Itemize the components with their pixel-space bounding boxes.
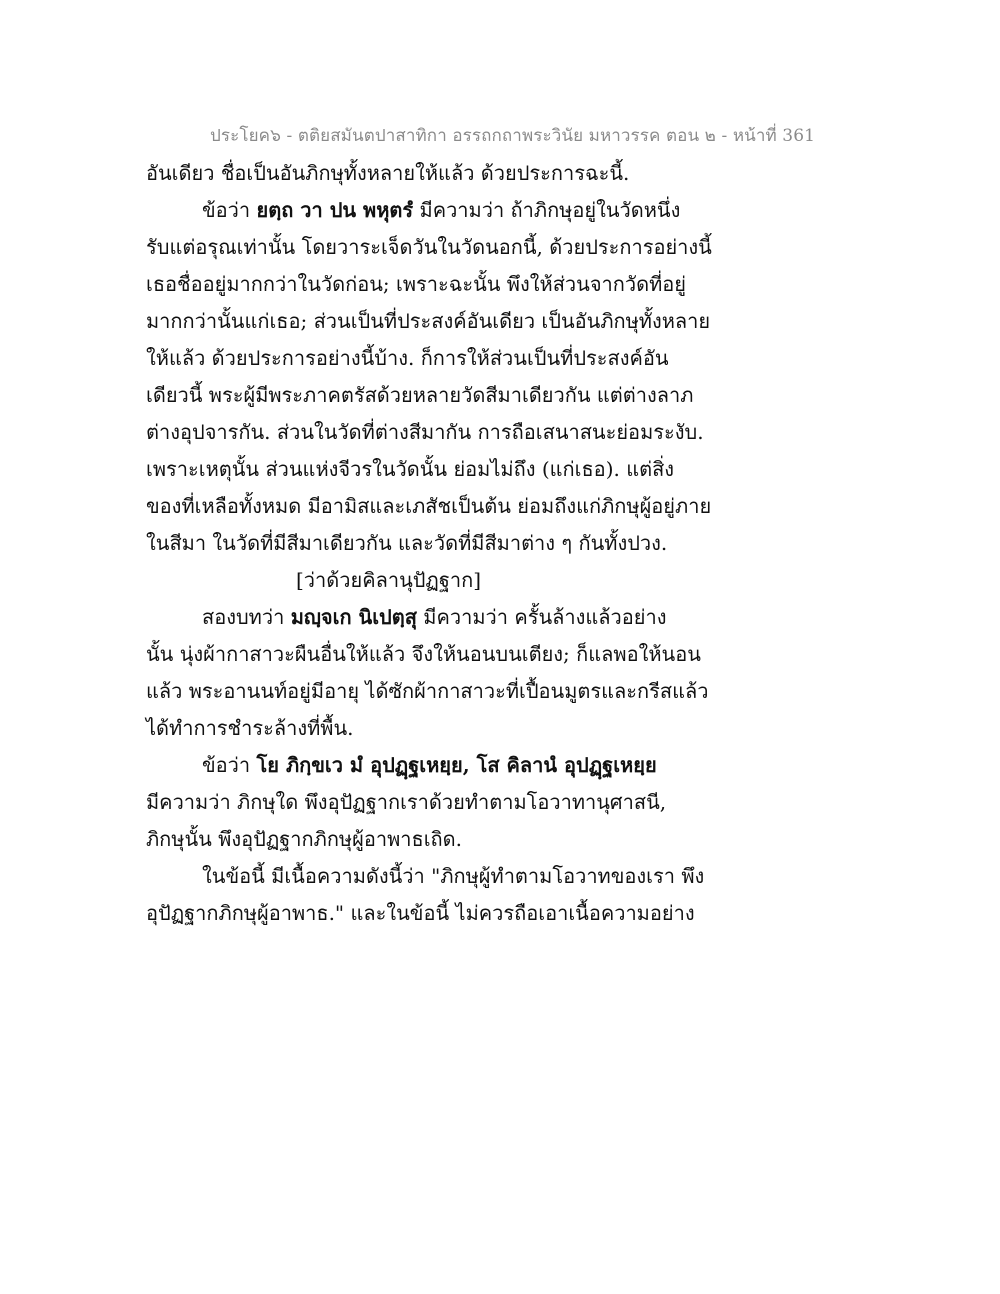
text-line: ภิกษุนั้น พึงอุปัฏฐากภิกษุผู้อาพาธเถิด. (146, 827, 462, 851)
section-heading: [ว่าด้วยคิลานุปัฏฐาก] (296, 568, 482, 592)
paragraph-start-line (146, 599, 706, 636)
text-line: ต่างอุปจารกัน. ส่วนในวัดที่ต่างสีมากัน การถือเสนาสนะย่อมระงับ. (146, 420, 704, 444)
body-text (146, 155, 712, 932)
text-line: ให้แล้ว ด้วยประการอย่างนี้บ้าง. ก็การให้ส่วนเป็นที่ประสงค์อัน (146, 346, 669, 370)
term-explanation: มีความว่า ครั้นล้างแล้วอย่าง (416, 605, 667, 629)
text-line: ของที่เหลือทั้งหมด มีอามิสและเภสัชเป็นต้น ย่อมถึงแก่ภิกษุผู้อยู่ภาย (146, 494, 712, 518)
paragraph-start-line (146, 747, 706, 784)
text-line: รับแต่อรุณเท่านั้น โดยวาระเจ็ดวันในวัดนอกนี้, ด้วยประการอย่างนี้ (146, 235, 712, 259)
pali-term: ยตฺถ วา ปน พหุตรํ (256, 198, 414, 222)
text-line: เพราะเหตุนั้น ส่วนแห่งจีวรในวัดนั้น ย่อมไม่ถึง (แก่เธอ). แต่สิ่ง (146, 457, 675, 481)
term-explanation: มีความว่า ถ้าภิกษุอยู่ในวัดหนึ่ง (413, 198, 681, 222)
text-line: ได้ทำการชำระล้างที่พื้น. (146, 716, 354, 740)
text-line: มีความว่า ภิกษุใด พึงอุปัฏฐากเราด้วยทำตามโอวาทานุศาสนี, (146, 790, 667, 814)
term-intro: ข้อว่า (202, 198, 257, 222)
pali-term: โย ภิกฺขเว มํ อุปฏฺฐเหยฺย, โส คิลานํ อุปฏฺฐเหยฺย (256, 753, 657, 777)
text-line: มากกว่านั้นแก่เธอ; ส่วนเป็นที่ประสงค์อันเดียว เป็นอันภิกษุทั้งหลาย (146, 309, 711, 333)
running-header: ประโยค๖ - ตติยสมันตปาสาทิกา อรรถกถาพระวินัย มหาวรรค ตอน ๒ - หน้าที่ 361 (210, 126, 816, 146)
text-line: นั้น นุ่งผ้ากาสาวะผืนอื่นให้แล้ว จึงให้นอนบนเตียง; ก็แลพอให้นอน (146, 642, 701, 666)
text-line: อุปัฏฐากภิกษุผู้อาพาธ." และในข้อนี้ ไม่ควรถือเอาเนื้อความอย่าง (146, 901, 695, 925)
paragraph-start-line: ในข้อนี้ มีเนื้อความดังนี้ว่า "ภิกษุผู้ทำตามโอวาทของเรา พึง (202, 864, 705, 888)
text-line: เดียวนี้ พระผู้มีพระภาคตรัสด้วยหลายวัดสีมาเดียวกัน แต่ต่างลาภ (146, 383, 694, 407)
text-line: อันเดียว ชื่อเป็นอันภิกษุทั้งหลายให้แล้ว ด้วยประการฉะนี้. (146, 161, 630, 185)
paragraph-start-line (146, 192, 706, 229)
pali-term: มญฺจเก นิเปตฺสุ (290, 605, 417, 629)
text-line: ในสีมา ในวัดที่มีสีมาเดียวกัน และวัดที่มีสีมาต่าง ๆ กันทั้งปวง. (146, 531, 668, 555)
text-line: แล้ว พระอานนท์อยู่มีอายุ ได้ซักผ้ากาสาวะที่เปื้อนมูตรและกรีสแล้ว (146, 679, 709, 703)
term-intro: ข้อว่า (202, 753, 257, 777)
text-line: เธอชื่ออยู่มากกว่าในวัดก่อน; เพราะฉะนั้น พึงให้ส่วนจากวัดที่อยู่ (146, 272, 687, 296)
term-intro: สองบทว่า (202, 605, 291, 629)
